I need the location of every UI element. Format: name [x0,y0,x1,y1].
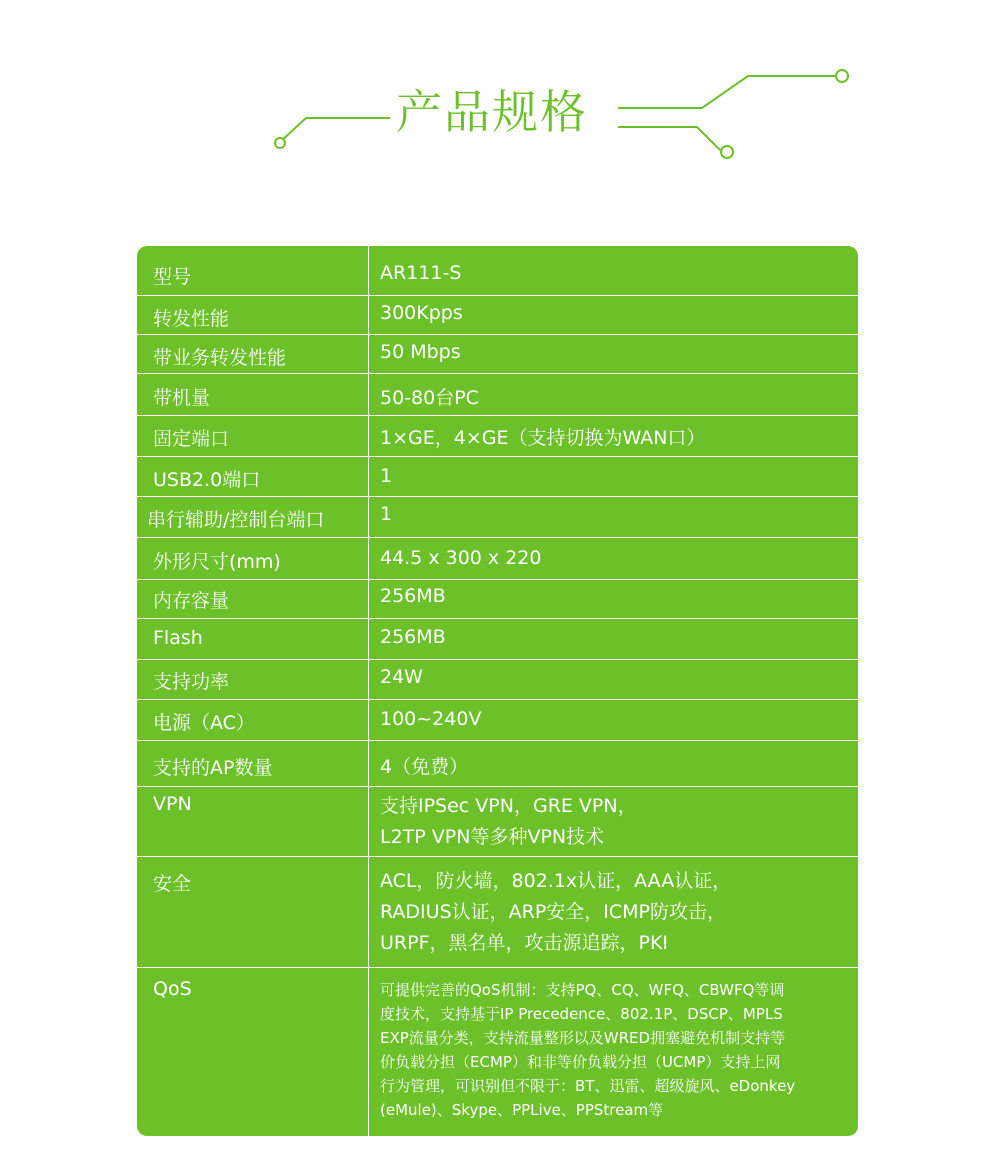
spec-label: 带业务转发性能 [153,347,287,369]
spec-row-flash [137,618,858,659]
spec-value-line: 支持IPSec VPN，GRE VPN， [380,795,637,817]
spec-row-capacity [137,373,858,415]
spec-label: 安全 [153,873,192,895]
spec-value-line: 行为管理，可识别但不限于：BT、迅雷、超级旋风、eDonkey [380,1077,796,1095]
spec-value-line: (eMule)、Skype、PPLive、PPStream等 [380,1101,664,1119]
spec-label: 电源（AC） [153,712,255,734]
spec-label: VPN [153,793,192,815]
spec-value [380,978,795,1122]
page-title: 产品规格 [396,85,588,139]
spec-label: 支持功率 [153,671,230,693]
spec-value-line: EXP流量分类，支持流量整形以及WRED拥塞避免机制支持等 [380,1029,786,1047]
spec-value: 4（免费） [380,756,469,778]
spec-value: 256MB [380,585,446,607]
spec-value: 1 [380,503,393,525]
spec-label: 转发性能 [153,308,230,330]
spec-label: Flash [153,627,203,649]
spec-value-line: L2TP VPN等多种VPN技术 [380,826,605,848]
spec-row-power [137,659,858,699]
spec-row-ac-power [137,699,858,740]
spec-row-model [137,246,858,295]
title-banner [0,0,990,200]
spec-row-service-forwarding [137,334,858,373]
spec-row-qos [137,967,858,1136]
spec-value: 300Kpps [380,302,463,324]
spec-label: 内存容量 [153,590,230,612]
spec-value [380,866,731,959]
spec-value: 256MB [380,626,446,648]
spec-value-line: URPF，黑名单，攻击源追踪，PKI [380,932,669,954]
spec-value: 44.5 x 300 x 220 [380,547,542,569]
spec-label: 外形尺寸(mm) [153,551,281,573]
spec-value: 50-80台PC [380,387,479,409]
spec-value: 24W [380,666,423,688]
spec-row-dimensions [137,537,858,579]
spec-row-memory [137,579,858,618]
spec-row-forwarding [137,295,858,334]
spec-value-line: 价负载分担（ECMP）和非等价负载分担（UCMP）支持上网 [380,1053,781,1071]
spec-row-security [137,856,858,967]
spec-value: AR111-S [380,262,462,284]
spec-table [137,246,858,1136]
spec-value-line: 度技术，支持基于IP Precedence、802.1P、DSCP、MPLS [380,1005,783,1023]
spec-row-fixed-ports [137,415,858,456]
spec-label: 型号 [153,266,192,288]
spec-row-usb [137,456,858,496]
spec-row-console [137,496,858,537]
spec-value-line: 可提供完善的QoS机制：支持PQ、CQ、WFQ、CBWFQ等调 [380,981,785,999]
spec-row-vpn [137,786,858,856]
spec-label: 带机量 [153,387,211,409]
spec-value: 1×GE，4×GE（支持切换为WAN口） [380,427,706,449]
spec-label: 支持的AP数量 [153,757,273,779]
spec-value [380,791,637,853]
spec-label: 串行辅助/控制台端口 [147,509,325,531]
spec-label: QoS [153,978,192,1000]
spec-value-line: RADIUS认证，ARP安全，ICMP防攻击， [380,901,727,923]
spec-value: 100~240V [380,708,482,730]
spec-value: 50 Mbps [380,341,461,363]
spec-row-ap-count [137,740,858,786]
spec-label: USB2.0端口 [153,469,261,491]
spec-value: 1 [380,465,393,487]
spec-value-line: ACL，防火墙，802.1x认证，AAA认证， [380,870,732,892]
spec-label: 固定端口 [153,428,230,450]
